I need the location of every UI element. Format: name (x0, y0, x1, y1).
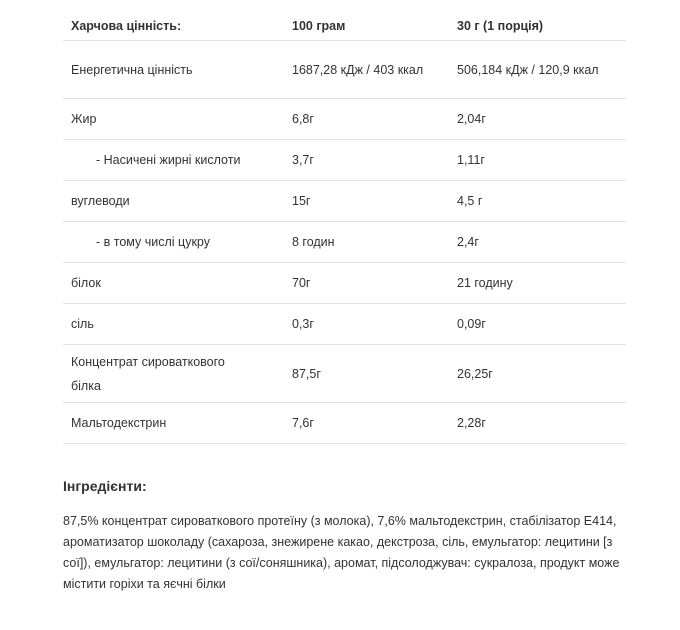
table-row (63, 222, 626, 263)
row-per100: 6,8г (292, 112, 314, 126)
row-per100: 8 годин (292, 235, 335, 249)
row-label: Енергетична цінність (71, 62, 193, 77)
table-row (63, 99, 626, 140)
row-label: сіль (71, 317, 94, 331)
ingredients-title: Інгредієнти: (63, 478, 147, 494)
table-row (63, 41, 626, 99)
row-per100: 3,7г (292, 153, 314, 167)
row-label: Концентрат сироваткового білка (71, 354, 225, 393)
row-serving: 1,11г (457, 153, 485, 167)
row-label: - Насичені жирні кислоти (96, 153, 241, 167)
header-per-serving: 30 г (1 порція) (457, 19, 544, 33)
table-row (63, 263, 626, 304)
row-per100: 1687,28 кДж / 403 ккал (292, 62, 424, 77)
row-label: Мальтодекстрин (71, 416, 167, 430)
row-serving: 0,09г (457, 317, 486, 331)
row-serving: 21 годину (457, 276, 513, 290)
table-row (63, 403, 626, 444)
row-label: Жир (71, 112, 97, 126)
row-serving: 4,5 г (457, 194, 483, 208)
table-row (63, 181, 626, 222)
table-row (63, 304, 626, 345)
row-per100: 0,3г (292, 317, 314, 331)
table-row (63, 140, 626, 181)
row-serving: 506,184 кДж / 120,9 ккал (457, 62, 599, 77)
ingredients-text: 87,5% концентрат сироваткового протеїну (з молока), 7,6% мальтодекстрин, стабілізатор E414, ароматизатор шоколаду (сахароза, знежирене какао, декстроза, сіль, емульгатор: лецитини [з сої]), емульгатор: лецитини (з сої/соняшника), аромат, підсолоджувач: сукралоза, продукт може містити горіхи та яєчні білки (63, 514, 620, 591)
table-row (63, 345, 626, 403)
row-serving: 26,25г (457, 366, 493, 381)
row-per100: 15г (292, 194, 311, 208)
header-nutrition: Харчова цінність: (71, 19, 182, 33)
row-serving: 2,4г (457, 235, 479, 249)
row-per100: 7,6г (292, 416, 314, 430)
row-serving: 2,28г (457, 416, 486, 430)
row-per100: 87,5г (292, 366, 321, 381)
row-label: білок (71, 276, 101, 290)
header-per-100g: 100 грам (292, 19, 346, 33)
nutrition-table (63, 12, 626, 444)
row-serving: 2,04г (457, 112, 486, 126)
table-header-row (63, 12, 626, 41)
row-label: вуглеводи (71, 194, 130, 208)
row-per100: 70г (292, 276, 311, 290)
row-label: - в тому числі цукру (96, 235, 210, 249)
